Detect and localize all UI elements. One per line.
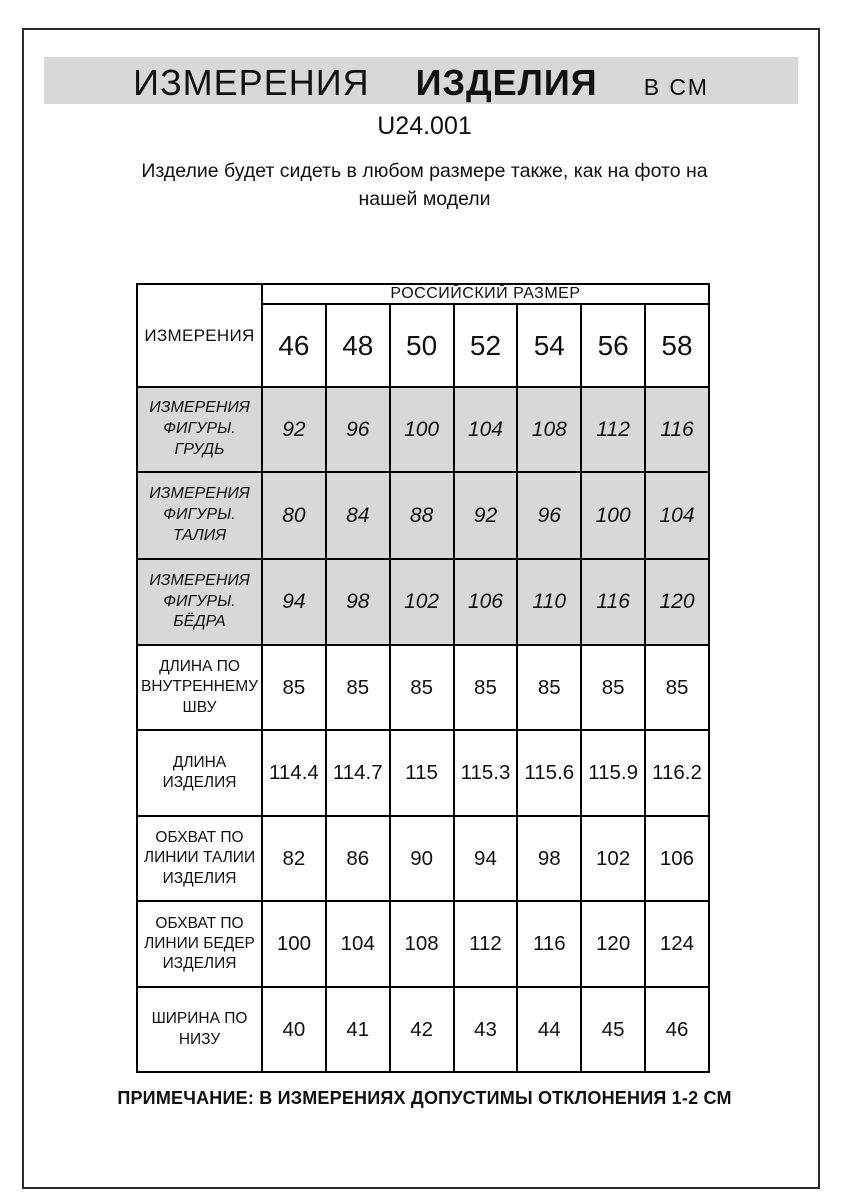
table-row-garment-hip-girth: [137, 901, 709, 987]
value-cell: 90: [390, 816, 454, 901]
value-cell: 40: [262, 987, 326, 1072]
value-cell: 115.9: [581, 730, 645, 816]
value-cell: 104: [326, 901, 390, 987]
value-cell: 106: [645, 816, 709, 901]
value-cell: 98: [326, 559, 390, 645]
value-cell: 85: [390, 645, 454, 730]
value-cell: 45: [581, 987, 645, 1072]
row-label: ШИРИНА ПО НИЗУ: [137, 987, 262, 1072]
subtitle-text: Изделие будет сидеть в любом размере также, как на фото на нашей модели: [141, 160, 708, 211]
value-cell: 46: [645, 987, 709, 1072]
value-cell: 116: [517, 901, 581, 987]
value-cell: 42: [390, 987, 454, 1072]
russian-size-group-header: РОССИЙСКИЙ РАЗМЕР: [262, 284, 709, 304]
title-measurements: ИЗМЕРЕНИЯ: [133, 62, 370, 103]
value-cell: 116: [581, 559, 645, 645]
value-cell: 100: [390, 387, 454, 472]
title-product: ИЗДЕЛИЯ: [415, 62, 598, 103]
value-cell: 110: [517, 559, 581, 645]
value-cell: 115.6: [517, 730, 581, 816]
value-cell: 44: [517, 987, 581, 1072]
row-label: ИЗМЕРЕНИЯ ФИГУРЫ. ГРУДЬ: [137, 387, 262, 472]
value-cell: 115: [390, 730, 454, 816]
value-cell: 116: [645, 387, 709, 472]
size-table: [136, 283, 710, 1073]
table-row-body-hips: [137, 559, 709, 645]
value-cell: 80: [262, 472, 326, 559]
value-cell: 98: [517, 816, 581, 901]
value-cell: 104: [645, 472, 709, 559]
size-column-header: 56: [581, 304, 645, 387]
value-cell: 85: [326, 645, 390, 730]
row-label: ОБХВАТ ПО ЛИНИИ ТАЛИИ ИЗДЕЛИЯ: [137, 816, 262, 901]
table-row-garment-length: [137, 730, 709, 816]
value-cell: 102: [390, 559, 454, 645]
value-cell: 108: [517, 387, 581, 472]
value-cell: 94: [262, 559, 326, 645]
value-cell: 85: [454, 645, 518, 730]
size-column-header: 52: [454, 304, 518, 387]
value-cell: 112: [454, 901, 518, 987]
corner-header-cell: ИЗМЕРЕНИЯ: [137, 284, 262, 387]
value-cell: 120: [645, 559, 709, 645]
row-label: ДЛИНА ИЗДЕЛИЯ: [137, 730, 262, 816]
size-column-header: 58: [645, 304, 709, 387]
table-row-garment-waist-girth: [137, 816, 709, 901]
size-column-header: 50: [390, 304, 454, 387]
value-cell: 108: [390, 901, 454, 987]
value-cell: 92: [454, 472, 518, 559]
value-cell: 96: [326, 387, 390, 472]
value-cell: 112: [581, 387, 645, 472]
title-bar: [44, 57, 798, 104]
value-cell: 85: [581, 645, 645, 730]
value-cell: 85: [645, 645, 709, 730]
value-cell: 104: [454, 387, 518, 472]
value-cell: 106: [454, 559, 518, 645]
tolerance-note: ПРИМЕЧАНИЕ: В ИЗМЕРЕНИЯХ ДОПУСТИМЫ ОТКЛОНЕНИЯ 1-2 СМ: [117, 1088, 732, 1108]
table-row-body-chest: [137, 387, 709, 472]
value-cell: 124: [645, 901, 709, 987]
value-cell: 88: [390, 472, 454, 559]
title-units: В СМ: [643, 74, 709, 100]
value-cell: 43: [454, 987, 518, 1072]
size-column-header: 54: [517, 304, 581, 387]
row-label: ДЛИНА ПО ВНУТРЕННЕМУ ШВУ: [137, 645, 262, 730]
value-cell: 85: [517, 645, 581, 730]
row-label: ИЗМЕРЕНИЯ ФИГУРЫ. БЁДРА: [137, 559, 262, 645]
value-cell: 100: [581, 472, 645, 559]
row-label: ИЗМЕРЕНИЯ ФИГУРЫ. ТАЛИЯ: [137, 472, 262, 559]
value-cell: 114.7: [326, 730, 390, 816]
value-cell: 41: [326, 987, 390, 1072]
table-row-bottom-width: [137, 987, 709, 1072]
value-cell: 92: [262, 387, 326, 472]
value-cell: 115.3: [454, 730, 518, 816]
value-cell: 84: [326, 472, 390, 559]
value-cell: 120: [581, 901, 645, 987]
value-cell: 96: [517, 472, 581, 559]
value-cell: 114.4: [262, 730, 326, 816]
table-row-inseam-length: [137, 645, 709, 730]
value-cell: 82: [262, 816, 326, 901]
table-row-body-waist: [137, 472, 709, 559]
value-cell: 100: [262, 901, 326, 987]
value-cell: 116.2: [645, 730, 709, 816]
table-row: [137, 284, 709, 304]
value-cell: 102: [581, 816, 645, 901]
size-column-header: 46: [262, 304, 326, 387]
value-cell: 85: [262, 645, 326, 730]
size-column-header: 48: [326, 304, 390, 387]
article-code: U24.001: [377, 112, 472, 140]
value-cell: 86: [326, 816, 390, 901]
value-cell: 94: [454, 816, 518, 901]
row-label: ОБХВАТ ПО ЛИНИИ БЕДЕР ИЗДЕЛИЯ: [137, 901, 262, 987]
